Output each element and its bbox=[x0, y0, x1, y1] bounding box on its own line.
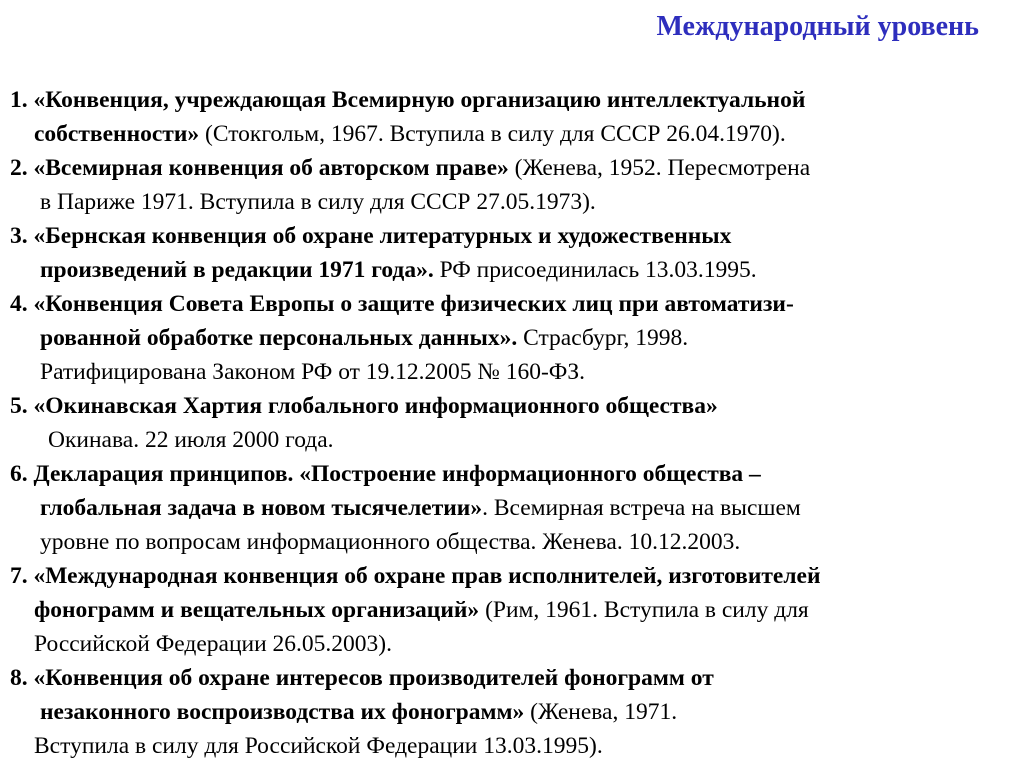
list-item-line: 5. «Окинавская Хартия глобального информационного общества» bbox=[10, 393, 718, 419]
list-item-line: 7. «Международная конвенция об охране прав исполнителей, изготовителей bbox=[10, 563, 821, 589]
list-item-line: 4. «Конвенция Совета Европы о защите физических лиц при автоматизи- bbox=[10, 291, 794, 317]
list-item-line: собственности» (Стокгольм, 1967. Вступила в силу для СССР 26.04.1970). bbox=[34, 121, 786, 147]
list-item-line: уровне по вопросам информационного общества. Женева. 10.12.2003. bbox=[40, 529, 741, 555]
list-item-line: Ратифицирована Законом РФ от 19.12.2005 № 160-ФЗ. bbox=[40, 359, 585, 385]
list-item-line: 2. «Всемирная конвенция об авторском праве» (Женева, 1952. Пересмотрена bbox=[10, 155, 811, 181]
list-item-line: в Париже 1971. Вступила в силу для СССР 27.05.1973). bbox=[40, 189, 596, 215]
list-item-line: Окинава. 22 июля 2000 года. bbox=[48, 427, 334, 453]
list-item bbox=[0, 219, 1024, 287]
list-item-line: 1. «Конвенция, учреждающая Всемирную организацию интеллектуальной bbox=[10, 87, 806, 113]
list-item-line: Российской Федерации 26.05.2003). bbox=[34, 631, 392, 657]
list-item-line: Вступила в силу для Российской Федерации 13.03.1995). bbox=[34, 733, 603, 759]
list-item-line: произведений в редакции 1971 года». РФ присоединилась 13.03.1995. bbox=[40, 257, 757, 283]
list-item-line: 8. «Конвенция об охране интересов производителей фонограмм от bbox=[10, 665, 714, 691]
list-item-line: глобальная задача в новом тысячелетии». Всемирная встреча на высшем bbox=[40, 495, 801, 521]
list-item-line: рованной обработке персональных данных». Страсбург, 1998. bbox=[40, 325, 689, 351]
list-item-line: фонограмм и вещательных организаций» (Рим, 1961. Вступила в силу для bbox=[34, 597, 809, 623]
convention-list bbox=[0, 83, 1024, 763]
list-item-line: незаконного воспроизводства их фонограмм» (Женева, 1971. bbox=[40, 699, 678, 725]
list-item-line: 6. Декларация принципов. «Построение информационного общества – bbox=[10, 461, 761, 487]
list-item bbox=[0, 389, 1024, 457]
list-item bbox=[0, 83, 1024, 151]
list-item-line: 3. «Бернская конвенция об охране литературных и художественных bbox=[10, 223, 732, 249]
list-item bbox=[0, 151, 1024, 219]
list-item bbox=[0, 559, 1024, 661]
list-item bbox=[0, 457, 1024, 559]
list-item bbox=[0, 661, 1024, 763]
list-item bbox=[0, 287, 1024, 389]
page-title: Международный уровень bbox=[656, 11, 979, 42]
